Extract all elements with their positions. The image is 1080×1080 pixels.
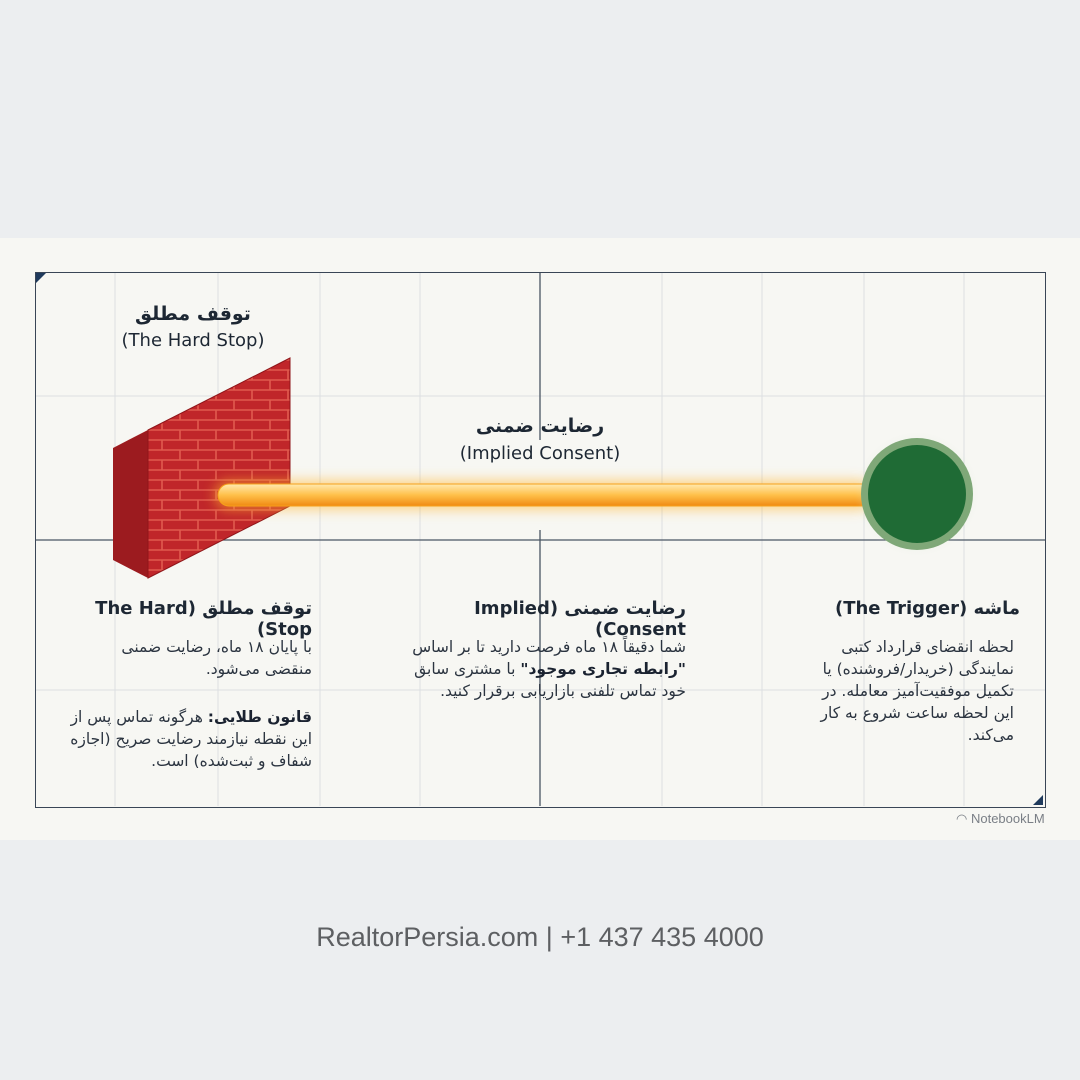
golden-rule-label: قانون طلایی: — [207, 708, 312, 726]
implied-body-bold: "رابطه تجاری موجود" — [520, 660, 686, 678]
golden-rule-body: هرگونه تماس پس از این نقطه نیازمند رضایت صریح (اجازه شفاف و ثبت‌شده) است. — [70, 708, 312, 770]
implied-body-pre: شما دقیقاً ۱۸ ماه فرصت دارید تا بر اساس — [412, 638, 686, 656]
golden-rule — [70, 706, 312, 772]
watermark-text: NotebookLM — [970, 811, 1045, 826]
implied-consent-bar — [214, 480, 874, 510]
implied-body-post: با مشتری سابق خود تماس تلفنی بازاریابی برقرار کنید. — [414, 660, 686, 700]
trigger-body: لحظه انقضای قرارداد کتبی نمایندگی (خریدار/فروشنده) یا تکمیل موفقیت‌آمیز معامله. در این لحظه ساعت شروع به کار می‌کند. — [820, 638, 1014, 744]
brick-wall — [113, 358, 290, 578]
hard-stop-title-en: (The Hard Stop) — [121, 330, 265, 351]
corner-marker-bottom-right — [1033, 795, 1043, 805]
notebooklm-icon: ◠ — [956, 811, 971, 826]
notebooklm-watermark — [956, 811, 1045, 827]
corner-marker-top-left — [36, 273, 46, 283]
implied-consent-body — [388, 636, 686, 702]
implied-consent-title-fa: رضایت ضمنی — [475, 415, 605, 437]
hard-stop-heading: توقف مطلق (The Hard Stop) — [95, 598, 312, 640]
trigger-circle — [855, 432, 979, 556]
hard-stop-body: با پایان ۱۸ ماه، رضایت ضمنی منقضی می‌شود. — [121, 638, 312, 678]
implied-consent-heading: رضایت ضمنی (Implied Consent) — [474, 598, 686, 640]
hard-stop-title-fa: توقف مطلق — [135, 303, 251, 325]
implied-consent-title-en: (Implied Consent) — [459, 443, 621, 464]
trigger-heading: ماشه (The Trigger) — [834, 598, 1020, 619]
footer-contact: RealtorPersia.com | +1 437 435 4000 — [316, 922, 764, 952]
